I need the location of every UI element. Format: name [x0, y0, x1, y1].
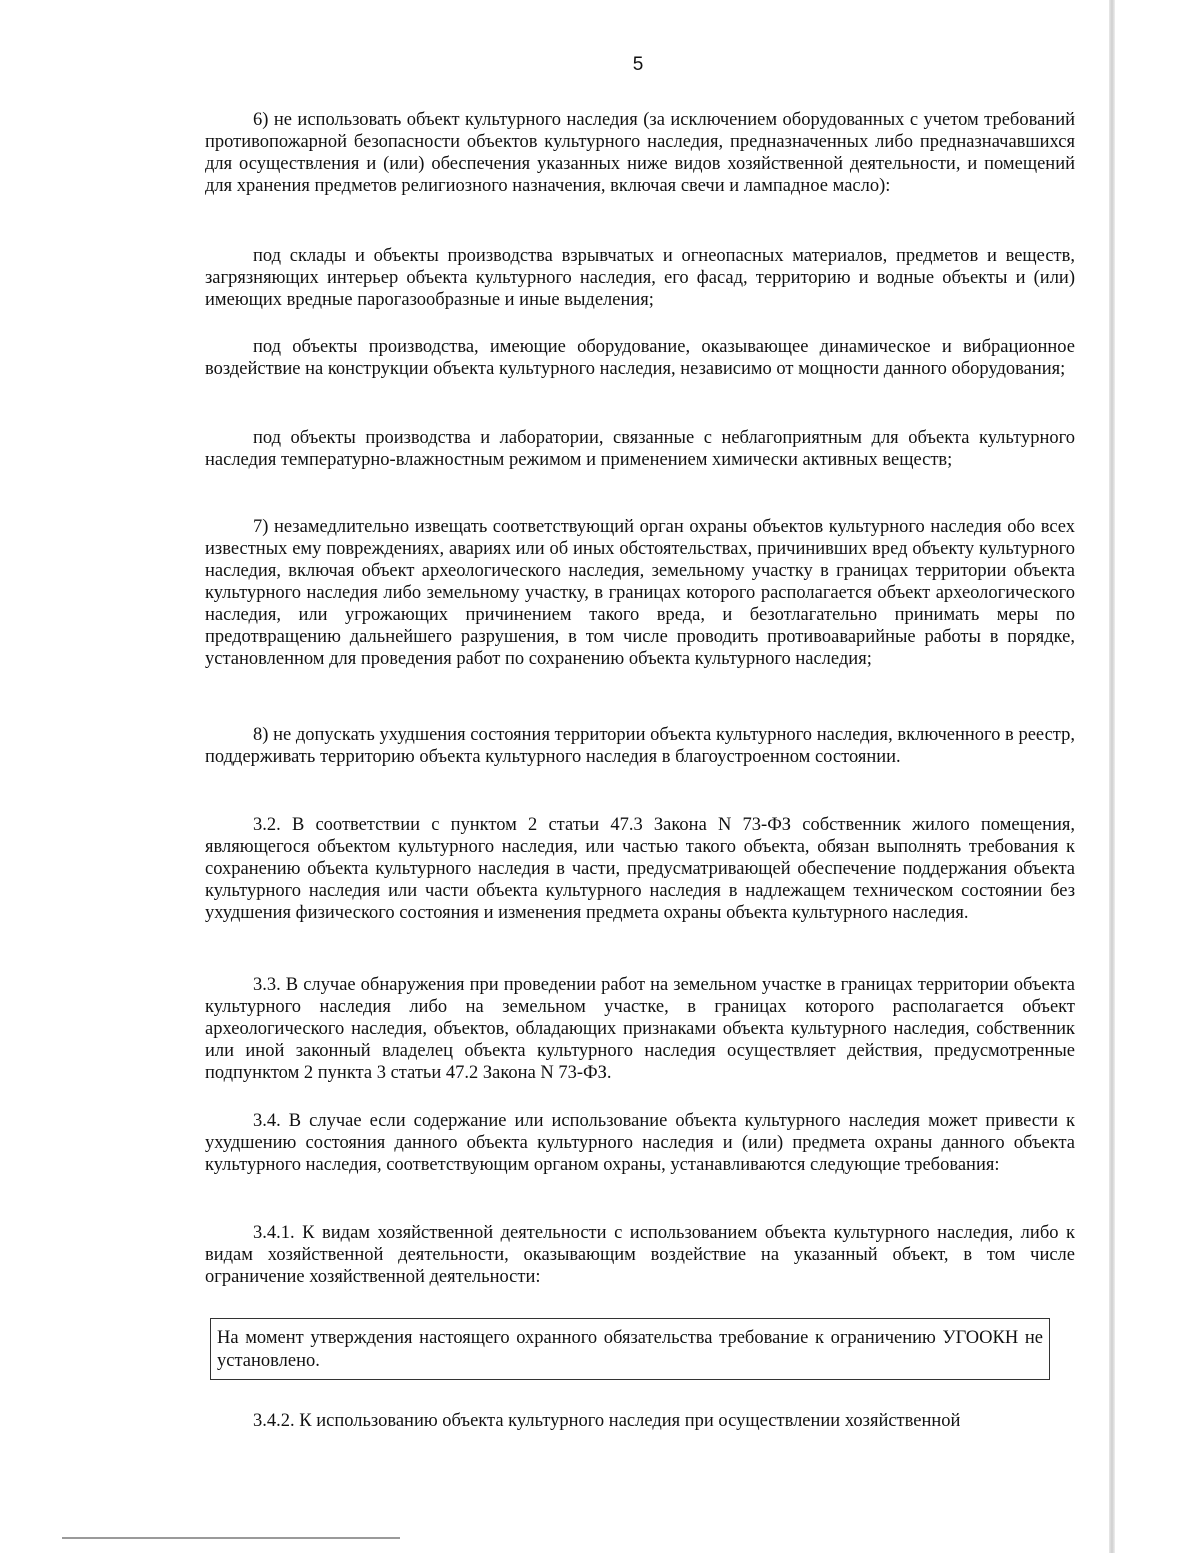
page-number: 5	[632, 54, 644, 75]
paragraph-3-4: 3.4. В случае если содержание или использование объекта культурного наследия может привести к ухудшению состояния данного объекта культурного наследия и (или) предмета охраны данного объекта культурного наследия, соответствующим органом охраны, устанавливаются следующие требования:	[205, 1111, 1075, 1175]
scan-artifact-line	[62, 1537, 400, 1539]
paragraph-3-2: 3.2. В соответствии с пунктом 2 статьи 47.3 Закона N 73-ФЗ собственник жилого помещения, являющегося объектом культурного наследия, или частью такого объекта, обязан выполнять требования к сохранению объекта культурного наследия в части, предусматривающей обеспечение поддержания объекта культурного наследия или части объекта культурного наследия в надлежащем техническом состоянии без ухудшения физического состояния и изменения предмета охраны объекта культурного наследия.	[205, 815, 1075, 923]
paragraph-warehouses: под склады и объекты производства взрывчатых и огнеопасных материалов, предметов и веществ, загрязняющих интерьер объекта культурного наследия, его фасад, территорию и водные объекты и (или) имеющих вредные парогазообразные и иные выделения;	[205, 246, 1075, 310]
paragraph-3-3: 3.3. В случае обнаружения при проведении работ на земельном участке в границах территории объекта культурного наследия либо на земельном участке, в границах которого располагается объект археологического наследия, объектов, обладающих признаками объекта культурного наследия, собственник или иной законный владелец объекта культурного наследия осуществляет действия, предусмотренные подпунктом 2 пункта 3 статьи 47.2 Закона N 73-ФЗ.	[205, 975, 1075, 1083]
paragraph-production-vibration: под объекты производства, имеющие оборудование, оказывающее динамическое и вибрационное воздействие на конструкции объекта культурного наследия, независимо от мощности данного оборудования;	[205, 337, 1075, 379]
scan-edge-shadow	[1109, 0, 1115, 1553]
paragraph-item-6: 6) не использовать объект культурного наследия (за исключением оборудованных с учетом требований противопожарной безопасности объектов культурного наследия, предназначенных либо предназначавшихся для осуществления и (или) обеспечения указанных ниже видов хозяйственной деятельности, и помещений для хранения предметов религиозного назначения, включая свечи и лампадное масло):	[205, 110, 1075, 196]
paragraph-3-4-2: 3.4.2. К использованию объекта культурного наследия при осуществлении хозяйственной	[253, 1411, 961, 1431]
paragraph-item-7: 7) незамедлительно извещать соответствующий орган охраны объектов культурного наследия обо всех известных ему повреждениях, авариях или об иных обстоятельствах, причинивших вред объекту культурного наследия, включая объект археологического наследия, земельному участку в границах территории объекта культурного наследия либо земельному участку, в границах которого располагается объект археологического наследия, или угрожающих причинением такого вреда, и безотлагательно принимать меры по предотвращению дальнейшего разрушения, в том числе проводить противоаварийные работы в порядке, установленном для проведения работ по сохранению объекта культурного наследия;	[205, 517, 1075, 669]
boxed-note: На момент утверждения настоящего охранного обязательства требование к ограничению УГООКН не установлено.	[210, 1318, 1050, 1380]
paragraph-3-4-1: 3.4.1. К видам хозяйственной деятельности с использованием объекта культурного наследия, либо к видам хозяйственной деятельности, оказывающим воздействие на указанный объект, в том числе ограничение хозяйственной деятельности:	[205, 1223, 1075, 1287]
paragraph-item-8: 8) не допускать ухудшения состояния территории объекта культурного наследия, включенного в реестр, поддерживать территорию объекта культурного наследия в благоустроенном состоянии.	[205, 725, 1075, 767]
paragraph-laboratories: под объекты производства и лаборатории, связанные с неблагоприятным для объекта культурного наследия температурно-влажностным режимом и применением химически активных веществ;	[205, 428, 1075, 470]
